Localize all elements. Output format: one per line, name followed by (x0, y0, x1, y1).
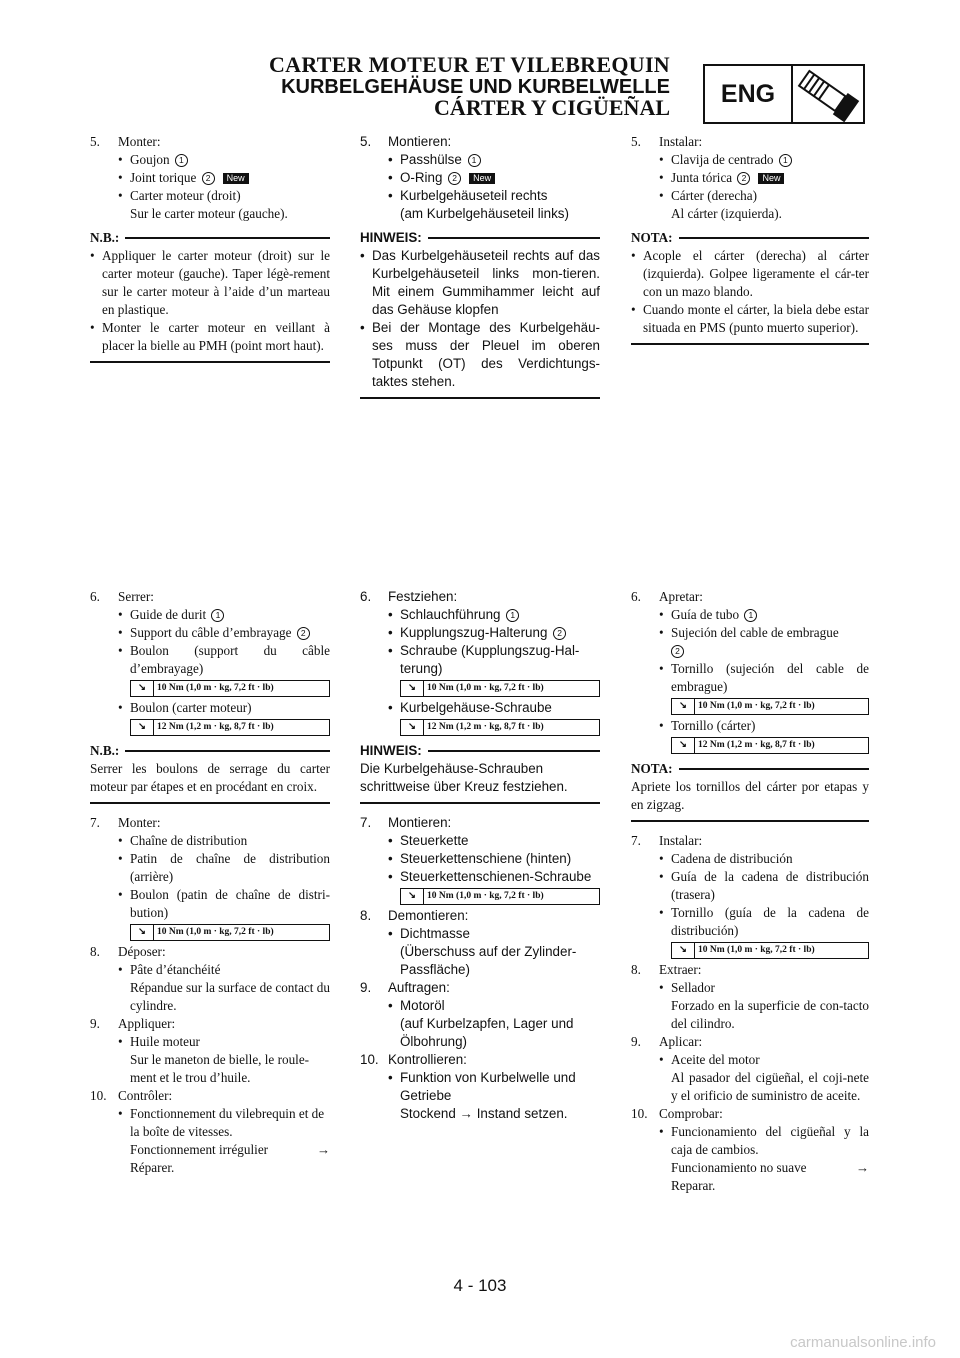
torque-spec: ↘ 10 Nm (1,0 m · kg, 7,2 ft · lb) (130, 680, 330, 697)
fr-bottom: 6. Serrer: • Guide de durit 1 • Support du câble d’embrayage 2 • Boulon (support du câble d’embrayage) ↘ 10 Nm (1,0 m · kg, 7,2 ft · lb) • Boulon (carter moteur) ↘ 12 Nm (1,2 m · kg, 8,7 ft · lb) N.B.: Serrer les boulons de serrage du carter moteur par étapes et en procédant en croix. 7. Monter: • Chaîne de distribution • Patin de chaîne de distribution (arrière) • Boulon (patin de chaîne de distri-bution) ↘ 10 Nm (1,0 m · kg, 7,2 ft · lb) 8. Déposer: • Pâte d’étanchéité Répandue sur la surface de contact du cylindre. 9. Appliquer: • Huile moteur Sur le maneton de bielle, le roule-ment et le trou d’huile. 10. Contrôler: • Fonctionnement du vilebrequin et de la boîte de vitesses. Fonctionnement irrégulier → Réparer. (90, 589, 330, 1175)
eng-label: ENG (705, 66, 793, 122)
torque-spec: ↘ 12 Nm (1,2 m · kg, 8,7 ft · lb) (671, 737, 869, 754)
note-header: HINWEIS: (360, 742, 600, 760)
torque-spec: ↘ 10 Nm (1,0 m · kg, 7,2 ft · lb) (671, 942, 869, 959)
de-top: 5. Montieren: • Passhülse 1 • O-Ring 2 New • Kurbelgehäuseteil rechts (am Kurbelgehäuseteil links) HINWEIS: • Das Kurbelgehäuseteil rechts auf das Kurbelgehäuseteil links mon-tieren. Mit einem Gummihammer leicht auf das Gehäuse klopfen • Bei der Montage des Kurbelgehäu-ses muss der Pleuel im oberen Totpunkt (OT) des Verdichtungs-taktes stehen. (360, 133, 600, 409)
page-header (269, 54, 670, 119)
step-title: Montieren: (388, 134, 452, 149)
torque-spec: ↘ 10 Nm (1,0 m · kg, 7,2 ft · lb) (671, 698, 869, 715)
note-header: HINWEIS: (360, 229, 600, 247)
note-header: N.B.: (90, 742, 330, 760)
torque-spec: ↘ 10 Nm (1,0 m · kg, 7,2 ft · lb) (400, 680, 600, 697)
new-badge: New (223, 173, 249, 184)
eng-badge (703, 64, 865, 124)
note-header: N.B.: (90, 229, 330, 247)
watermark: carmanualsonline.info (790, 1334, 936, 1351)
fr-top: 5. Monter: • Goujon 1 • Joint torique 2 New • Carter moteur (droit) Sur le carter moteur (gauche). N.B.: • Appliquer le carter moteur (droit) sur le carter moteur (gauche). Taper légè-rement sur le carter moteur à l’aide d’un marteau en plastique. • Monter le carter moteur en veillant à placer la bielle au PMH (point mort haut). (90, 133, 330, 373)
torque-spec: ↘ 12 Nm (1,2 m · kg, 8,7 ft · lb) (400, 719, 600, 736)
wrench-icon: ↘ (131, 925, 154, 940)
wrench-icon: ↘ (672, 738, 695, 753)
wrench-icon: ↘ (401, 720, 424, 735)
wrench-icon: ↘ (401, 681, 424, 696)
step-title: Monter: (118, 134, 161, 149)
wrench-icon: ↘ (672, 943, 695, 958)
new-badge: New (469, 173, 495, 184)
title-de: KURBELGEHÄUSE UND KURBELWELLE (281, 76, 670, 98)
de-bottom: 6. Festziehen: • Schlauchführung 1 • Kupplungszug-Halterung 2 • Schraube (Kupplungszug-Hal-terung) ↘ 10 Nm (1,0 m · kg, 7,2 ft · lb) • Kurbelgehäuse-Schraube ↘ 12 Nm (1,2 m · kg, 8,7 ft · lb) HINWEIS: Die Kurbelgehäuse-Schrauben schrittweise über Kreuz festziehen. 7. Montieren: • Steuerkette • Steuerkettenschiene (hinten) • Steuerkettenschienen-Schraube ↘ 10 Nm (1,0 m · kg, 7,2 ft · lb) 8. Demontieren: • Dichtmasse (Überschuss auf der Zylinder-Passfläche) 9. Auftragen: • Motoröl (auf Kurbelzapfen, Lager und Ölbohrung) 10. Kontrollieren: • Funktion von Kurbelwelle und Getriebe Stockend → Instand setzen. (360, 588, 600, 1123)
step-title: Instalar: (659, 134, 703, 149)
note-header: NOTA: (631, 229, 869, 247)
wrench-icon: ↘ (131, 681, 154, 696)
new-badge: New (758, 173, 784, 184)
page-number: 4 - 103 (453, 1276, 507, 1295)
title-es: CÁRTER Y CIGÜEÑAL (434, 95, 670, 120)
torque-spec: ↘ 10 Nm (1,0 m · kg, 7,2 ft · lb) (130, 924, 330, 941)
note-header: NOTA: (631, 760, 869, 778)
wrench-icon: ↘ (131, 720, 154, 735)
torque-spec: ↘ 10 Nm (1,0 m · kg, 7,2 ft · lb) (400, 888, 600, 905)
engine-bolt-icon (793, 68, 863, 122)
es-top: 5. Instalar: • Clavija de centrado 1 • Junta tórica 2 New • Cárter (derecha) Al cárter (izquierda). NOTA: • Acople el cárter (derecha) al cárter (izquierda). Golpee ligeramente el cár-ter con un mazo blando. • Cuando monte el cárter, la biela debe estar situada en PMS (punto muerto superior). (631, 133, 869, 355)
wrench-icon: ↘ (672, 699, 695, 714)
wrench-icon: ↘ (401, 889, 424, 904)
torque-spec: ↘ 12 Nm (1,2 m · kg, 8,7 ft · lb) (130, 719, 330, 736)
es-bottom: 6. Apretar: • Guía de tubo 1 • Sujeción del cable de embrague 2 • Tornillo (sujeción del cable de embrague) ↘ 10 Nm (1,0 m · kg, 7,2 ft · lb) • Tornillo (cárter) ↘ 12 Nm (1,2 m · kg, 8,7 ft · lb) NOTA: Apriete los tornillos del cárter por etapas y en zigzag. 7. Instalar: • Cadena de distribución • Guía de la cadena de distribución (trasera) • Tornillo (guía de la cadena de distribución) ↘ 10 Nm (1,0 m · kg, 7,2 ft · lb) 8. Extraer: • Sellador Forzado en la superficie de con-tacto del cilindro. 9. Aplicar: • Aceite del motor Al pasador del cigüeñal, el coji-nete y el orificio de suministro de aceite. 10. Comprobar: • Funcionamiento del cigüeñal y la caja de cambios. Funcionamiento no suave → Reparar. (631, 589, 869, 1193)
title-fr: CARTER MOTEUR ET VILEBREQUIN (268, 52, 670, 77)
